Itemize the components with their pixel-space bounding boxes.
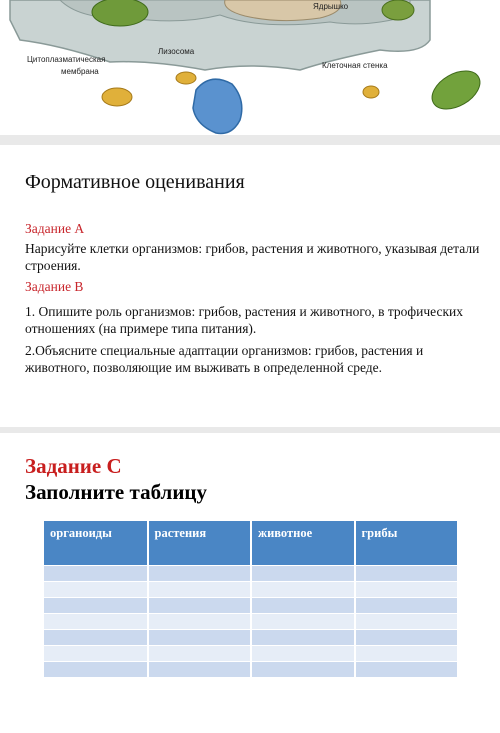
- table-cell[interactable]: [44, 613, 148, 629]
- table-body: [44, 565, 458, 677]
- task-b-item-1: 1. Опишите роль организмов: грибов, растения и животного, в трофических отношениях (на примере типа питания).: [25, 304, 464, 336]
- table-cell[interactable]: [148, 613, 252, 629]
- table-cell[interactable]: [355, 645, 459, 661]
- table-cell[interactable]: [44, 661, 148, 677]
- header-fungi: грибы: [355, 521, 459, 565]
- task-c-heading: Задание С: [25, 454, 122, 478]
- table-cell[interactable]: [251, 581, 355, 597]
- table-row: [44, 581, 458, 597]
- organelles-table: [44, 521, 459, 677]
- table-cell[interactable]: [251, 613, 355, 629]
- label-nucleolus: Ядрышко: [313, 2, 349, 11]
- table-header-row: [44, 521, 458, 565]
- label-lysosome: Лизосома: [158, 47, 195, 56]
- table-cell[interactable]: [355, 629, 459, 645]
- table-cell[interactable]: [355, 661, 459, 677]
- table-cell[interactable]: [44, 645, 148, 661]
- table-cell[interactable]: [355, 581, 459, 597]
- task-a-heading: Задание А: [25, 221, 85, 236]
- table-row: [44, 661, 458, 677]
- table-cell[interactable]: [148, 661, 252, 677]
- task-b-heading: Задание В: [25, 279, 84, 294]
- label-membrane-line2: мембрана: [61, 67, 99, 76]
- table-cell[interactable]: [251, 629, 355, 645]
- table-row: [44, 613, 458, 629]
- label-cell-wall: Клеточная стенка: [322, 61, 388, 70]
- table-cell[interactable]: [251, 645, 355, 661]
- table-cell[interactable]: [148, 581, 252, 597]
- task-c-subheading: Заполните таблицу: [25, 480, 208, 504]
- header-animal: животное: [251, 521, 355, 565]
- table-row: [44, 645, 458, 661]
- task-b-item-2: 2.Объясните специальные адаптации организмов: грибов, растения и животного, позволяющие им выживать в определенной среде.: [25, 343, 424, 375]
- table-cell[interactable]: [355, 597, 459, 613]
- table-cell[interactable]: [148, 565, 252, 581]
- header-plants: растения: [148, 521, 252, 565]
- table-cell[interactable]: [44, 597, 148, 613]
- table-cell[interactable]: [44, 565, 148, 581]
- assessment-title: Формативное оценивания: [25, 171, 245, 193]
- table-cell[interactable]: [251, 661, 355, 677]
- assessment-slide: [0, 145, 500, 427]
- table-cell[interactable]: [44, 581, 148, 597]
- table-cell[interactable]: [251, 597, 355, 613]
- label-membrane-line1: Цитоплазматическая: [27, 55, 106, 64]
- table-cell[interactable]: [355, 613, 459, 629]
- header-organelles: органоиды: [44, 521, 148, 565]
- table-cell[interactable]: [148, 645, 252, 661]
- table-cell[interactable]: [44, 629, 148, 645]
- table-cell[interactable]: [148, 597, 252, 613]
- table-row: [44, 629, 458, 645]
- table-row: [44, 565, 458, 581]
- table-row: [44, 597, 458, 613]
- table-cell[interactable]: [355, 565, 459, 581]
- task-c-slide: [0, 433, 500, 733]
- cell-diagram-slide: [0, 0, 500, 135]
- table-cell[interactable]: [148, 629, 252, 645]
- table-cell[interactable]: [251, 565, 355, 581]
- task-a-text: Нарисуйте клетки организмов: грибов, растения и животного, указывая детали строения.: [25, 241, 480, 273]
